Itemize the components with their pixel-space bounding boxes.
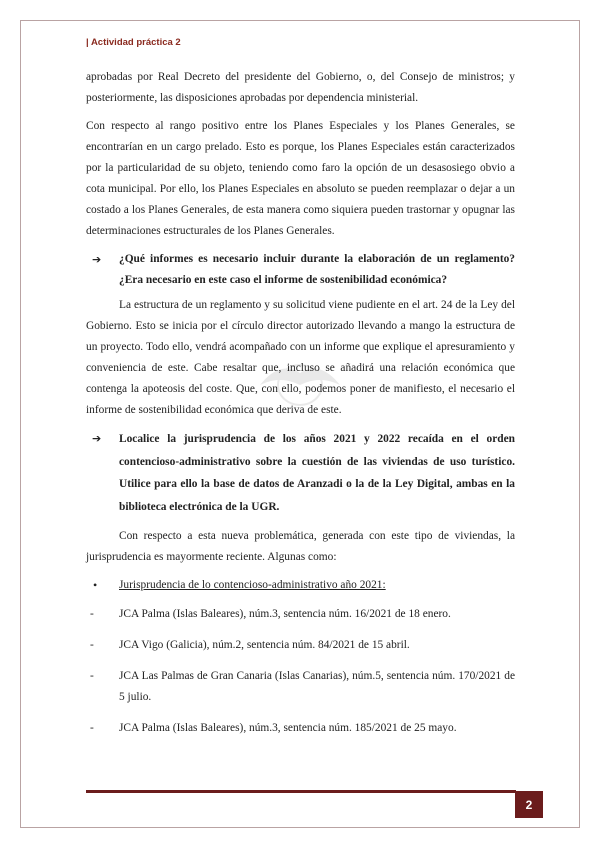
dash-icon: - [90, 722, 94, 734]
paragraph: Con respecto a esta nueva problemática, generada con este tipo de viviendas, la jurisprudencia es mayormente reciente. Algunas como: [86, 530, 515, 563]
page-number: 2 [515, 791, 543, 818]
bullet-text: Jurisprudencia de lo contencioso-administrativo año 2021: [119, 579, 386, 591]
dash-icon: - [90, 608, 94, 620]
paragraph: aprobadas por Real Decreto del presidente del Gobierno, o, del Consejo de ministros; y posteriormente, las disposiciones aprobadas por dependencia ministerial. [86, 71, 515, 104]
arrow-icon: ➔ [92, 253, 102, 266]
question-1 [86, 249, 515, 291]
list-item [86, 718, 515, 739]
paragraph: Con respecto al rango positivo entre los Planes Especiales y los Planes Generales, se encontrarían en un cargo prelado. Esto es porque, los Planes Especiales están caracterizados por la particularidad de su objeto, teniendo como faro la opción de un desasosiego obvio a cota municipal. Por ello, los Planes Especiales en absoluto se pueden reemplazar o dejar a un costado a los Planes Generales, de esta manera como siquiera pueden trastornar y opugnar las determinaciones estructurales de los Planes Generales. [86, 120, 515, 237]
paragraph: La estructura de un reglamento y su solicitud viene pudiente en el art. 24 de la Ley del Gobierno. Esto se inicia por el círculo director autorizado llevando a mango la estructura de un proyecto. Todo ello, vendrá acompañado con un informe que explique el apresuramiento y conveniencia de este. Cabe resaltar que, incluso se añadirá una relación económica que contenga la apoteosis del coste. Que, con ello, podemos poner de manifiesto, el necesario el informe de sostenibilidad económica que deriva de este. [86, 299, 515, 416]
question-text: ¿Qué informes es necesario incluir durante la elaboración de un reglamento? ¿Era necesario en este caso el informe de sostenibilidad económica? [119, 253, 515, 286]
list-item [86, 635, 515, 656]
list-item [86, 604, 515, 625]
list-item-text: JCA Palma (Islas Baleares), núm.3, sentencia núm. 185/2021 de 25 mayo. [119, 722, 457, 734]
bullet-list-item [86, 575, 515, 596]
list-item-text: JCA Palma (Islas Baleares), núm.3, sentencia núm. 16/2021 de 18 enero. [119, 608, 451, 620]
page-header-title: | Actividad práctica 2 [86, 37, 181, 48]
bullet-icon: • [93, 578, 98, 592]
dash-icon: - [90, 639, 94, 651]
arrow-icon: ➔ [92, 432, 102, 445]
dash-icon: - [90, 670, 94, 682]
document-content [86, 67, 515, 749]
list-item-text: JCA Vigo (Galicia), núm.2, sentencia núm. 84/2021 de 15 abril. [119, 639, 410, 651]
footer-rule [86, 790, 516, 793]
list-item-text: JCA Las Palmas de Gran Canaria (Islas Canarias), núm.5, sentencia núm. 170/2021 de 5 julio. [119, 670, 515, 703]
question-text: Localice la jurisprudencia de los años 2021 y 2022 recaída en el orden contencioso-administrativo sobre la cuestión de las viviendas de uso turístico. Utilice para ello la base de datos de Aranzadi o la de la Ley Digital, ambas en la biblioteca electrónica de la UGR. [119, 433, 515, 513]
list-item [86, 666, 515, 708]
question-2 [86, 428, 515, 518]
